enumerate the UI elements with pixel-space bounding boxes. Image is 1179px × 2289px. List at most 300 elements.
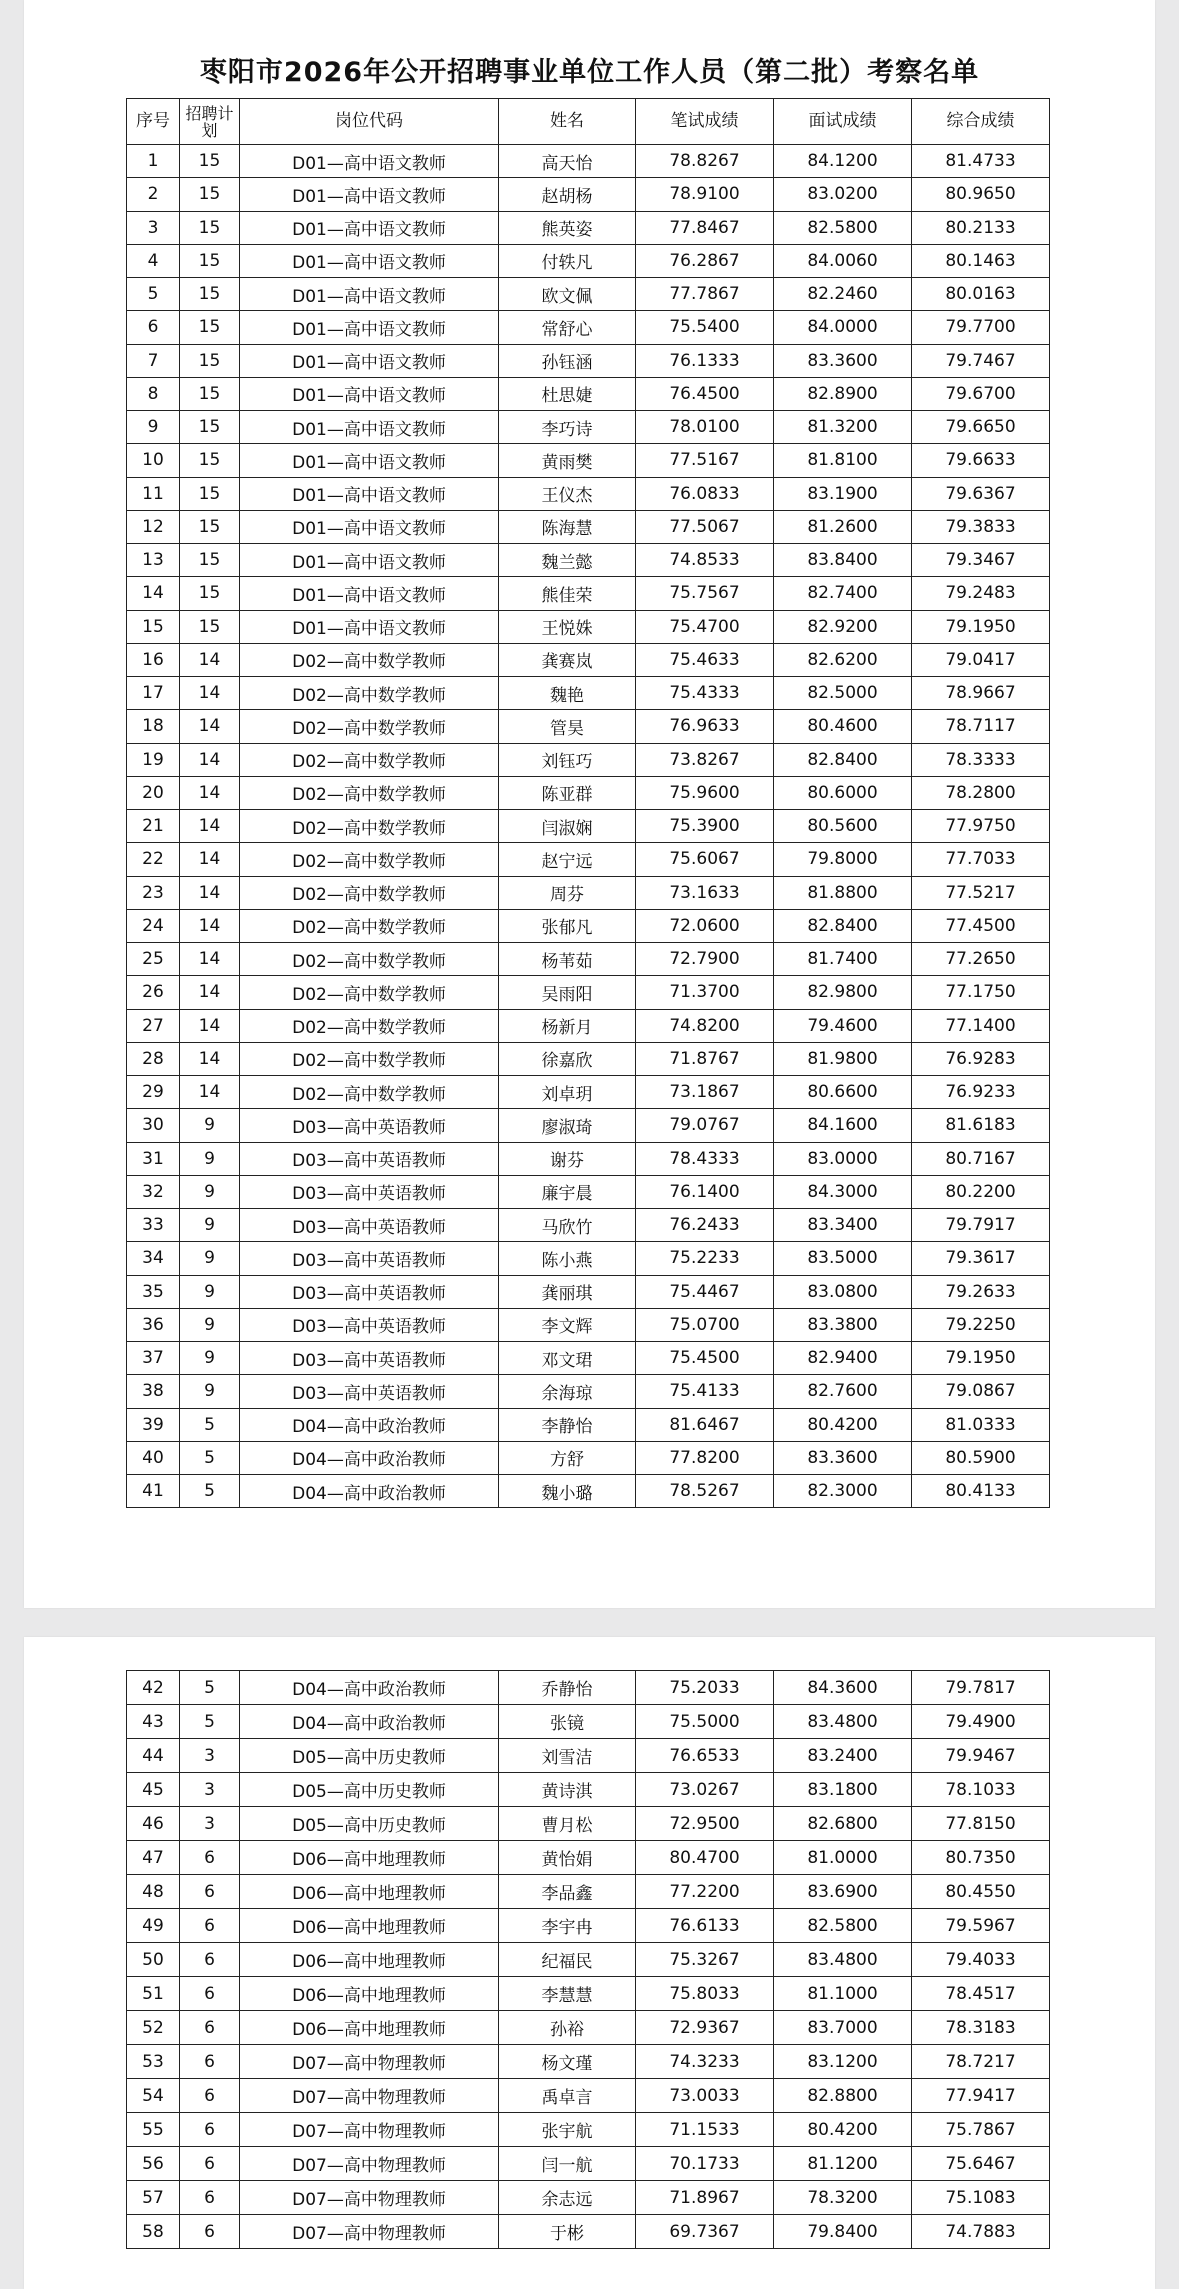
- cell-interview-score: 82.8900: [774, 377, 912, 410]
- cell-written-score: 77.5167: [636, 444, 774, 477]
- cell-name: 刘钰巧: [499, 743, 636, 776]
- table-row: [127, 1076, 1050, 1109]
- cell-position-code: D03—高中英语教师: [240, 1209, 499, 1242]
- table-row: [127, 2045, 1050, 2079]
- cell-written-score: 77.8467: [636, 211, 774, 244]
- cell-written-score: 75.2233: [636, 1242, 774, 1275]
- cell-interview-score: 82.8400: [774, 909, 912, 942]
- cell-total-score: 79.3617: [912, 1242, 1050, 1275]
- cell-recruit-plan: 6: [180, 1977, 240, 2011]
- cell-name: 李宇冉: [499, 1909, 636, 1943]
- cell-written-score: 75.4633: [636, 643, 774, 676]
- cell-total-score: 80.7350: [912, 1841, 1050, 1875]
- cell-interview-score: 79.4600: [774, 1009, 912, 1042]
- document-page-1: [24, 0, 1155, 1608]
- cell-written-score: 78.0100: [636, 411, 774, 444]
- cell-position-code: D04—高中政治教师: [240, 1705, 499, 1739]
- cell-interview-score: 82.8800: [774, 2079, 912, 2113]
- cell-total-score: 79.4033: [912, 1943, 1050, 1977]
- cell-position-code: D01—高中语文教师: [240, 510, 499, 543]
- cell-serial: 17: [127, 677, 180, 710]
- cell-written-score: 78.5267: [636, 1475, 774, 1508]
- cell-written-score: 72.0600: [636, 909, 774, 942]
- cell-name: 余海琼: [499, 1375, 636, 1408]
- cell-total-score: 78.7117: [912, 710, 1050, 743]
- cell-total-score: 81.6183: [912, 1109, 1050, 1142]
- cell-written-score: 78.9100: [636, 178, 774, 211]
- table-row: [127, 145, 1050, 178]
- table-row: [127, 1175, 1050, 1208]
- cell-serial: 1: [127, 145, 180, 178]
- cell-total-score: 80.7167: [912, 1142, 1050, 1175]
- cell-position-code: D06—高中地理教师: [240, 1977, 499, 2011]
- cell-total-score: 79.2250: [912, 1308, 1050, 1341]
- table-row: [127, 1705, 1050, 1739]
- cell-position-code: D02—高中数学教师: [240, 710, 499, 743]
- table-row: [127, 1375, 1050, 1408]
- cell-interview-score: 84.0000: [774, 311, 912, 344]
- cell-position-code: D02—高中数学教师: [240, 1076, 499, 1109]
- cell-total-score: 79.0417: [912, 643, 1050, 676]
- cell-name: 邓文珺: [499, 1342, 636, 1375]
- cell-interview-score: 82.2460: [774, 278, 912, 311]
- cell-written-score: 73.1867: [636, 1076, 774, 1109]
- cell-total-score: 81.0333: [912, 1408, 1050, 1441]
- cell-name: 龚赛岚: [499, 643, 636, 676]
- cell-written-score: 76.2433: [636, 1209, 774, 1242]
- cell-recruit-plan: 14: [180, 710, 240, 743]
- cell-position-code: D03—高中英语教师: [240, 1275, 499, 1308]
- table-row: [127, 1739, 1050, 1773]
- cell-serial: 46: [127, 1807, 180, 1841]
- cell-position-code: D06—高中地理教师: [240, 1909, 499, 1943]
- cell-total-score: 79.1950: [912, 610, 1050, 643]
- cell-serial: 8: [127, 377, 180, 410]
- cell-name: 管昊: [499, 710, 636, 743]
- cell-recruit-plan: 14: [180, 943, 240, 976]
- cell-interview-score: 82.9800: [774, 976, 912, 1009]
- cell-serial: 52: [127, 2011, 180, 2045]
- cell-written-score: 78.8267: [636, 145, 774, 178]
- cell-total-score: 80.0163: [912, 278, 1050, 311]
- cell-position-code: D01—高中语文教师: [240, 477, 499, 510]
- cell-interview-score: 78.3200: [774, 2181, 912, 2215]
- cell-recruit-plan: 9: [180, 1142, 240, 1175]
- cell-name: 吴雨阳: [499, 976, 636, 1009]
- cell-written-score: 74.8200: [636, 1009, 774, 1042]
- cell-serial: 42: [127, 1671, 180, 1705]
- cell-recruit-plan: 6: [180, 2147, 240, 2181]
- cell-written-score: 73.0033: [636, 2079, 774, 2113]
- cell-recruit-plan: 14: [180, 776, 240, 809]
- cell-recruit-plan: 9: [180, 1275, 240, 1308]
- cell-name: 谢芬: [499, 1142, 636, 1175]
- table-row: [127, 810, 1050, 843]
- cell-interview-score: 83.8400: [774, 544, 912, 577]
- table-row: [127, 1773, 1050, 1807]
- cell-position-code: D06—高中地理教师: [240, 1841, 499, 1875]
- cell-recruit-plan: 5: [180, 1475, 240, 1508]
- cell-interview-score: 83.0800: [774, 1275, 912, 1308]
- cell-name: 张郁凡: [499, 909, 636, 942]
- cell-total-score: 77.5217: [912, 876, 1050, 909]
- cell-position-code: D06—高中地理教师: [240, 1875, 499, 1909]
- table-row: [127, 677, 1050, 710]
- table-row: [127, 178, 1050, 211]
- cell-name: 方舒: [499, 1441, 636, 1474]
- cell-recruit-plan: 9: [180, 1242, 240, 1275]
- cell-name: 黄怡娟: [499, 1841, 636, 1875]
- cell-name: 李文辉: [499, 1308, 636, 1341]
- cell-total-score: 74.7883: [912, 2215, 1050, 2249]
- cell-written-score: 75.3900: [636, 810, 774, 843]
- cell-total-score: 79.6700: [912, 377, 1050, 410]
- cell-written-score: 72.7900: [636, 943, 774, 976]
- table-row: [127, 610, 1050, 643]
- cell-total-score: 79.7817: [912, 1671, 1050, 1705]
- cell-interview-score: 80.6000: [774, 776, 912, 809]
- cell-total-score: 80.4133: [912, 1475, 1050, 1508]
- header-name: 姓名: [499, 99, 636, 145]
- table-row: [127, 2181, 1050, 2215]
- cell-total-score: 77.9750: [912, 810, 1050, 843]
- cell-name: 魏艳: [499, 677, 636, 710]
- cell-name: 王悦姝: [499, 610, 636, 643]
- cell-recruit-plan: 15: [180, 211, 240, 244]
- cell-name: 高天怡: [499, 145, 636, 178]
- table-body-page-2: [127, 1671, 1050, 2249]
- cell-total-score: 77.7033: [912, 843, 1050, 876]
- cell-recruit-plan: 6: [180, 2045, 240, 2079]
- cell-written-score: 72.9367: [636, 2011, 774, 2045]
- cell-serial: 18: [127, 710, 180, 743]
- cell-interview-score: 81.3200: [774, 411, 912, 444]
- cell-total-score: 77.1400: [912, 1009, 1050, 1042]
- table-row: [127, 643, 1050, 676]
- cell-interview-score: 84.3600: [774, 1671, 912, 1705]
- cell-serial: 35: [127, 1275, 180, 1308]
- cell-serial: 13: [127, 544, 180, 577]
- cell-interview-score: 83.3800: [774, 1308, 912, 1341]
- cell-interview-score: 83.4800: [774, 1705, 912, 1739]
- table-row: [127, 2147, 1050, 2181]
- header-interview-score: 面试成绩: [774, 99, 912, 145]
- cell-interview-score: 82.9200: [774, 610, 912, 643]
- cell-interview-score: 83.0000: [774, 1142, 912, 1175]
- cell-serial: 19: [127, 743, 180, 776]
- cell-recruit-plan: 6: [180, 2079, 240, 2113]
- cell-recruit-plan: 15: [180, 510, 240, 543]
- cell-recruit-plan: 15: [180, 477, 240, 510]
- cell-name: 陈海慧: [499, 510, 636, 543]
- cell-serial: 10: [127, 444, 180, 477]
- table-row: [127, 344, 1050, 377]
- cell-interview-score: 81.9800: [774, 1042, 912, 1075]
- cell-name: 欧文佩: [499, 278, 636, 311]
- header-written-score: 笔试成绩: [636, 99, 774, 145]
- cell-recruit-plan: 14: [180, 643, 240, 676]
- cell-serial: 27: [127, 1009, 180, 1042]
- cell-serial: 12: [127, 510, 180, 543]
- cell-name: 杨苇茹: [499, 943, 636, 976]
- cell-recruit-plan: 15: [180, 544, 240, 577]
- cell-name: 黄雨樊: [499, 444, 636, 477]
- cell-total-score: 79.5967: [912, 1909, 1050, 1943]
- cell-written-score: 71.1533: [636, 2113, 774, 2147]
- cell-written-score: 75.5400: [636, 311, 774, 344]
- cell-interview-score: 79.8000: [774, 843, 912, 876]
- cell-total-score: 80.1463: [912, 244, 1050, 277]
- cell-interview-score: 82.6200: [774, 643, 912, 676]
- table-row: [127, 1475, 1050, 1508]
- cell-recruit-plan: 14: [180, 1009, 240, 1042]
- cell-name: 李慧慧: [499, 1977, 636, 2011]
- cell-total-score: 79.6650: [912, 411, 1050, 444]
- cell-serial: 14: [127, 577, 180, 610]
- cell-serial: 5: [127, 278, 180, 311]
- table-row: [127, 1841, 1050, 1875]
- cell-name: 杨新月: [499, 1009, 636, 1042]
- cell-serial: 38: [127, 1375, 180, 1408]
- cell-interview-score: 81.0000: [774, 1841, 912, 1875]
- cell-recruit-plan: 15: [180, 377, 240, 410]
- table-row: [127, 2113, 1050, 2147]
- cell-name: 廉宇晨: [499, 1175, 636, 1208]
- cell-name: 闫一航: [499, 2147, 636, 2181]
- cell-total-score: 80.2200: [912, 1175, 1050, 1208]
- cell-position-code: D01—高中语文教师: [240, 377, 499, 410]
- table-row: [127, 510, 1050, 543]
- cell-recruit-plan: 15: [180, 444, 240, 477]
- cell-total-score: 75.7867: [912, 2113, 1050, 2147]
- cell-written-score: 71.8767: [636, 1042, 774, 1075]
- cell-interview-score: 83.4800: [774, 1943, 912, 1977]
- cell-recruit-plan: 6: [180, 1943, 240, 1977]
- cell-written-score: 80.4700: [636, 1841, 774, 1875]
- cell-written-score: 76.1400: [636, 1175, 774, 1208]
- cell-name: 杨文瑾: [499, 2045, 636, 2079]
- cell-interview-score: 83.3600: [774, 344, 912, 377]
- cell-total-score: 79.3833: [912, 510, 1050, 543]
- cell-position-code: D07—高中物理教师: [240, 2181, 499, 2215]
- table-row: [127, 211, 1050, 244]
- cell-written-score: 75.6067: [636, 843, 774, 876]
- cell-total-score: 79.6633: [912, 444, 1050, 477]
- table-row: [127, 776, 1050, 809]
- cell-total-score: 80.9650: [912, 178, 1050, 211]
- cell-interview-score: 81.8100: [774, 444, 912, 477]
- cell-total-score: 76.9283: [912, 1042, 1050, 1075]
- cell-name: 魏小璐: [499, 1475, 636, 1508]
- candidate-table-page-1: [126, 98, 1050, 1508]
- cell-recruit-plan: 6: [180, 1841, 240, 1875]
- cell-written-score: 71.8967: [636, 2181, 774, 2215]
- cell-total-score: 78.2800: [912, 776, 1050, 809]
- cell-interview-score: 84.1600: [774, 1109, 912, 1142]
- cell-interview-score: 80.4200: [774, 1408, 912, 1441]
- cell-serial: 57: [127, 2181, 180, 2215]
- cell-interview-score: 82.5800: [774, 211, 912, 244]
- cell-interview-score: 80.4200: [774, 2113, 912, 2147]
- cell-name: 张宇航: [499, 2113, 636, 2147]
- table-row: [127, 1042, 1050, 1075]
- table-row: [127, 444, 1050, 477]
- cell-interview-score: 83.2400: [774, 1739, 912, 1773]
- table-row: [127, 1875, 1050, 1909]
- table-row: [127, 1142, 1050, 1175]
- cell-written-score: 76.4500: [636, 377, 774, 410]
- cell-written-score: 72.9500: [636, 1807, 774, 1841]
- cell-name: 马欣竹: [499, 1209, 636, 1242]
- cell-position-code: D04—高中政治教师: [240, 1671, 499, 1705]
- cell-name: 龚丽琪: [499, 1275, 636, 1308]
- cell-name: 曹月松: [499, 1807, 636, 1841]
- cell-written-score: 75.4133: [636, 1375, 774, 1408]
- cell-interview-score: 82.8400: [774, 743, 912, 776]
- cell-recruit-plan: 15: [180, 178, 240, 211]
- cell-position-code: D01—高中语文教师: [240, 145, 499, 178]
- cell-written-score: 75.4333: [636, 677, 774, 710]
- cell-total-score: 77.8150: [912, 1807, 1050, 1841]
- table-row: [127, 1441, 1050, 1474]
- cell-position-code: D01—高中语文教师: [240, 244, 499, 277]
- cell-interview-score: 84.0060: [774, 244, 912, 277]
- cell-position-code: D02—高中数学教师: [240, 677, 499, 710]
- table-row: [127, 377, 1050, 410]
- cell-total-score: 75.6467: [912, 2147, 1050, 2181]
- cell-position-code: D03—高中英语教师: [240, 1375, 499, 1408]
- cell-name: 李静怡: [499, 1408, 636, 1441]
- cell-serial: 29: [127, 1076, 180, 1109]
- cell-total-score: 79.7917: [912, 1209, 1050, 1242]
- cell-total-score: 79.2633: [912, 1275, 1050, 1308]
- cell-position-code: D02—高中数学教师: [240, 1042, 499, 1075]
- cell-position-code: D03—高中英语教师: [240, 1242, 499, 1275]
- header-recruit-plan: 招聘计划: [180, 99, 240, 145]
- table-row: [127, 743, 1050, 776]
- cell-written-score: 76.2867: [636, 244, 774, 277]
- cell-serial: 36: [127, 1308, 180, 1341]
- cell-serial: 23: [127, 876, 180, 909]
- cell-written-score: 81.6467: [636, 1408, 774, 1441]
- cell-written-score: 75.4467: [636, 1275, 774, 1308]
- table-row: [127, 943, 1050, 976]
- cell-name: 李巧诗: [499, 411, 636, 444]
- cell-interview-score: 84.3000: [774, 1175, 912, 1208]
- cell-name: 禹卓言: [499, 2079, 636, 2113]
- cell-interview-score: 82.5800: [774, 1909, 912, 1943]
- cell-name: 孙裕: [499, 2011, 636, 2045]
- cell-written-score: 69.7367: [636, 2215, 774, 2249]
- cell-name: 孙钰涵: [499, 344, 636, 377]
- cell-recruit-plan: 6: [180, 1909, 240, 1943]
- cell-total-score: 79.1950: [912, 1342, 1050, 1375]
- cell-position-code: D01—高中语文教师: [240, 311, 499, 344]
- table-row: [127, 909, 1050, 942]
- table-row: [127, 1242, 1050, 1275]
- table-row: [127, 577, 1050, 610]
- cell-serial: 43: [127, 1705, 180, 1739]
- table-row: [127, 1308, 1050, 1341]
- cell-interview-score: 83.5000: [774, 1242, 912, 1275]
- cell-recruit-plan: 15: [180, 577, 240, 610]
- cell-total-score: 79.2483: [912, 577, 1050, 610]
- cell-serial: 51: [127, 1977, 180, 2011]
- cell-written-score: 73.0267: [636, 1773, 774, 1807]
- cell-position-code: D05—高中历史教师: [240, 1773, 499, 1807]
- cell-total-score: 78.4517: [912, 1977, 1050, 2011]
- candidate-table-page-2: [126, 1670, 1050, 2249]
- cell-total-score: 75.1083: [912, 2181, 1050, 2215]
- cell-total-score: 81.4733: [912, 145, 1050, 178]
- cell-position-code: D07—高中物理教师: [240, 2113, 499, 2147]
- cell-written-score: 77.5067: [636, 510, 774, 543]
- cell-written-score: 76.6133: [636, 1909, 774, 1943]
- cell-position-code: D01—高中语文教师: [240, 444, 499, 477]
- cell-position-code: D05—高中历史教师: [240, 1807, 499, 1841]
- cell-name: 魏兰懿: [499, 544, 636, 577]
- cell-serial: 15: [127, 610, 180, 643]
- cell-interview-score: 82.5000: [774, 677, 912, 710]
- cell-serial: 58: [127, 2215, 180, 2249]
- cell-serial: 25: [127, 943, 180, 976]
- cell-recruit-plan: 9: [180, 1308, 240, 1341]
- cell-name: 周芬: [499, 876, 636, 909]
- table-row: [127, 1408, 1050, 1441]
- cell-position-code: D01—高中语文教师: [240, 178, 499, 211]
- document-page-2: [24, 1637, 1155, 2289]
- cell-total-score: 77.2650: [912, 943, 1050, 976]
- cell-interview-score: 80.6600: [774, 1076, 912, 1109]
- cell-position-code: D07—高中物理教师: [240, 2079, 499, 2113]
- cell-total-score: 79.9467: [912, 1739, 1050, 1773]
- cell-written-score: 73.8267: [636, 743, 774, 776]
- cell-recruit-plan: 9: [180, 1342, 240, 1375]
- cell-total-score: 79.3467: [912, 544, 1050, 577]
- cell-written-score: 76.0833: [636, 477, 774, 510]
- table-row: [127, 1943, 1050, 1977]
- cell-written-score: 77.8200: [636, 1441, 774, 1474]
- cell-recruit-plan: 14: [180, 876, 240, 909]
- cell-total-score: 79.7700: [912, 311, 1050, 344]
- cell-name: 李品鑫: [499, 1875, 636, 1909]
- table-row: [127, 544, 1050, 577]
- cell-interview-score: 84.1200: [774, 145, 912, 178]
- cell-serial: 4: [127, 244, 180, 277]
- cell-serial: 33: [127, 1209, 180, 1242]
- cell-serial: 40: [127, 1441, 180, 1474]
- cell-total-score: 80.4550: [912, 1875, 1050, 1909]
- cell-interview-score: 81.1200: [774, 2147, 912, 2181]
- cell-position-code: D05—高中历史教师: [240, 1739, 499, 1773]
- cell-serial: 56: [127, 2147, 180, 2181]
- cell-serial: 28: [127, 1042, 180, 1075]
- cell-interview-score: 82.9400: [774, 1342, 912, 1375]
- header-serial: 序号: [127, 99, 180, 145]
- cell-serial: 31: [127, 1142, 180, 1175]
- cell-position-code: D01—高中语文教师: [240, 544, 499, 577]
- cell-recruit-plan: 3: [180, 1739, 240, 1773]
- cell-written-score: 70.1733: [636, 2147, 774, 2181]
- cell-name: 廖淑琦: [499, 1109, 636, 1142]
- cell-name: 熊英姿: [499, 211, 636, 244]
- cell-position-code: D04—高中政治教师: [240, 1408, 499, 1441]
- cell-serial: 16: [127, 643, 180, 676]
- cell-position-code: D04—高中政治教师: [240, 1441, 499, 1474]
- cell-interview-score: 81.8800: [774, 876, 912, 909]
- cell-total-score: 76.9233: [912, 1076, 1050, 1109]
- table-body-page-1: [127, 145, 1050, 1508]
